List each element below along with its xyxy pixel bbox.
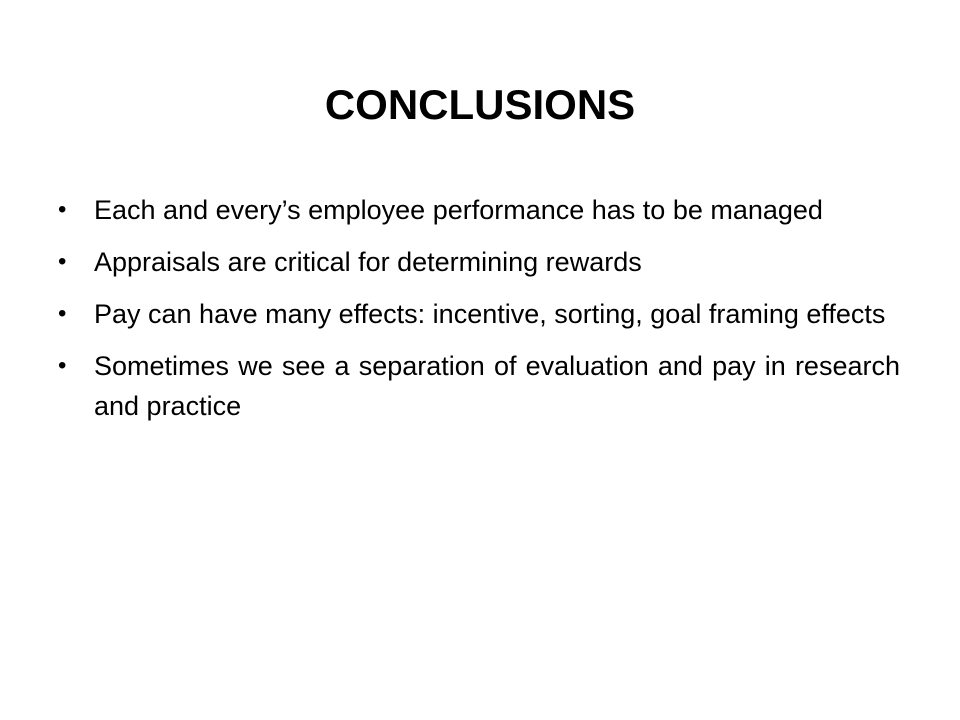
bullet-icon: • <box>58 352 67 379</box>
bullet-text: Sometimes we see a separation of evaluation and pay in research and practice <box>94 351 900 421</box>
bullet-item <box>58 346 900 426</box>
slide-title: CONCLUSIONS <box>324 81 636 128</box>
bullet-icon: • <box>58 300 67 327</box>
bullet-icon: • <box>58 196 67 223</box>
bullet-text: Pay can have many effects: incentive, sorting, goal framing effects <box>94 299 886 329</box>
bullet-item <box>58 190 900 230</box>
bullet-text: Appraisals are critical for determining rewards <box>94 247 642 277</box>
bullet-list <box>58 190 900 438</box>
bullet-text: Each and every’s employee performance has to be managed <box>94 195 823 225</box>
bullet-icon: • <box>58 248 67 275</box>
bullet-item <box>58 242 900 282</box>
bullet-item <box>58 294 900 334</box>
